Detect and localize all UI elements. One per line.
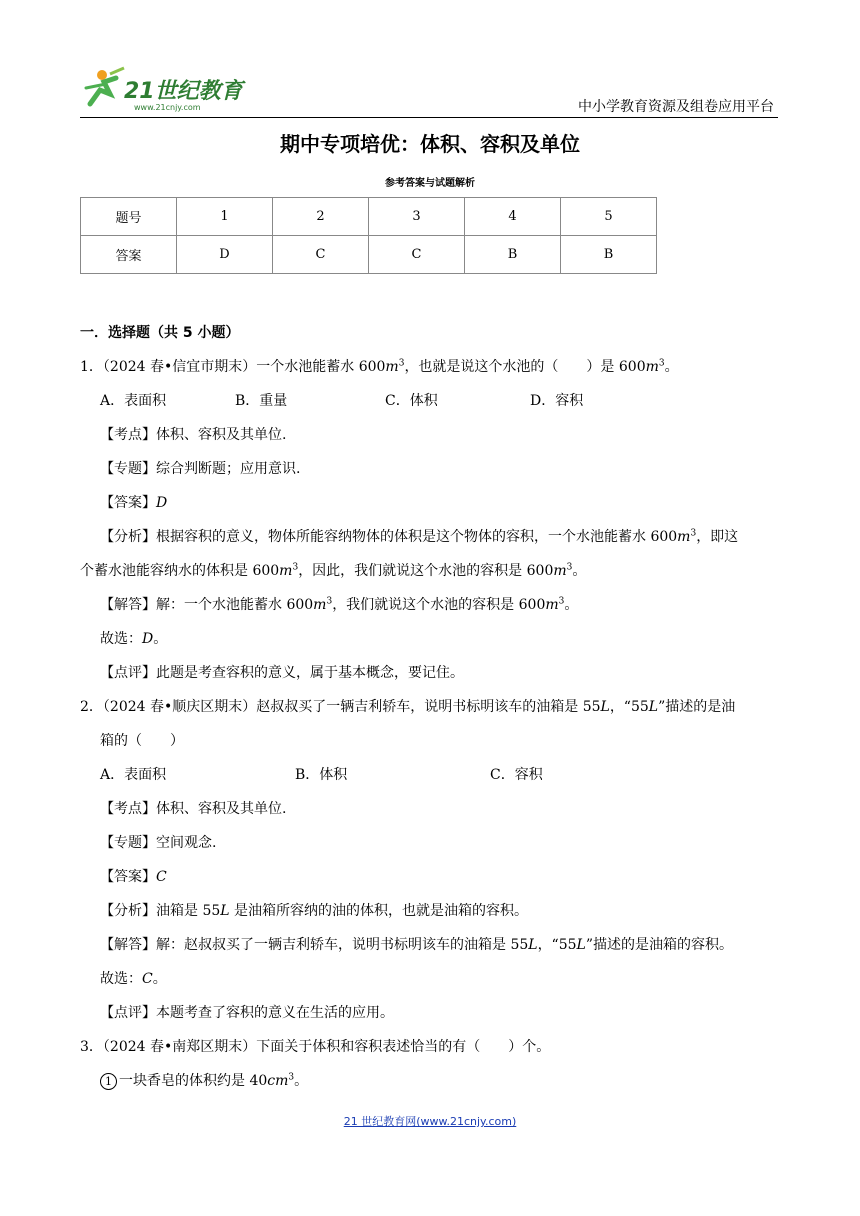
page-header: [80, 66, 778, 118]
table-cell: 5: [561, 198, 657, 236]
zhuanti: 【专题】综合判断题；应用意识.: [100, 461, 301, 477]
answer-line: 【答案】C: [100, 869, 167, 885]
comment: 【点评】此题是考查容积的意义，属于基本概念，要记住。: [100, 665, 464, 681]
solution: 【解答】解：一个水池能蓄水 $600m^3$，我们就说这个水池的容积是 $600m^3$。: [100, 596, 579, 613]
table-cell: 1: [177, 198, 273, 236]
table-row: [81, 236, 657, 274]
table-row: [81, 198, 657, 236]
answer-table: [80, 197, 657, 274]
option-c: C．容积: [490, 767, 543, 783]
question-2-options: [80, 758, 780, 792]
question-1-options: [80, 384, 780, 418]
table-cell: 2: [273, 198, 369, 236]
table-cell: B: [561, 236, 657, 274]
page-subtitle: 参考答案与试题解析: [385, 178, 475, 189]
option-b: B．重量: [235, 393, 288, 409]
table-cell: 答案: [81, 236, 177, 274]
option-d: D．容积: [530, 393, 584, 409]
option-a: A．表面积: [100, 393, 167, 409]
option-b: B．体积: [295, 767, 348, 783]
question-2-stem: 2．（2024 春•顺庆区期末）赵叔叔买了一辆吉利轿车，说明书标明该车的油箱是 55L，“55L”描述的是油: [80, 699, 736, 715]
analysis: 【分析】油箱是 55L 是油箱所容纳的油的体积，也就是油箱的容积。: [100, 903, 529, 919]
svg-text:21世纪教育: 21世纪教育: [124, 79, 243, 104]
comment: 【点评】本题考查了容积的意义在生活的应用。: [100, 1005, 394, 1021]
header-divider: [80, 117, 778, 118]
table-cell: C: [273, 236, 369, 274]
analysis: 【分析】根据容积的意义，物体所能容纳物体的体积是这个物体的容积，一个水池能蓄水 $600m^3$，即这: [100, 528, 739, 545]
platform-name: 中小学教育资源及组卷应用平台: [578, 99, 774, 115]
question-3-stem: 3．（2024 春•南郑区期末）下面关于体积和容积表述恰当的有（ ）个。: [80, 1039, 551, 1055]
option-c: C．体积: [385, 393, 438, 409]
circled-number: 1: [100, 1073, 117, 1090]
option-a: A．表面积: [100, 767, 167, 783]
section-heading: 一．选择题（共 5 小题）: [80, 325, 240, 341]
kaodian: 【考点】体积、容积及其单位.: [100, 427, 287, 443]
footer-link[interactable]: 21 世纪教育网(www.21cnjy.com): [343, 1115, 517, 1128]
analysis-cont: 个蓄水池能容纳水的体积是 $600m^3$，因此，我们就说这个水池的容积是 $600m^3$。: [80, 562, 587, 579]
choice: 故选：C。: [100, 971, 167, 987]
table-cell: 3: [369, 198, 465, 236]
question-1-stem: 1．（2024 春•信宜市期末）一个水池能蓄水 $600m^3$，也就是说这个水池的（ ）是 $600m^3$。: [80, 358, 679, 375]
solution: 【解答】解：赵叔叔买了一辆吉利轿车，说明书标明该车的油箱是 55L，“55L”描述的是油箱的容积。: [100, 937, 734, 953]
choice: 故选：D。: [100, 631, 168, 647]
question-2-stem-cont: 箱的（ ）: [100, 733, 184, 749]
table-cell: D: [177, 236, 273, 274]
zhuanti: 【专题】空间观念.: [100, 835, 217, 851]
logo-icon: [80, 66, 280, 112]
table-cell: B: [465, 236, 561, 274]
table-cell: 4: [465, 198, 561, 236]
question-3-item-1: 1 一块香皂的体积约是 $40cm^3$。: [80, 1064, 780, 1098]
table-cell: C: [369, 236, 465, 274]
table-cell: 题号: [81, 198, 177, 236]
document-body: [80, 316, 780, 1098]
answer-line: 【答案】D: [100, 495, 168, 511]
page-title: 期中专项培优：体积、容积及单位: [280, 132, 580, 156]
kaodian: 【考点】体积、容积及其单位.: [100, 801, 287, 817]
svg-text:www.21cnjy.com: www.21cnjy.com: [134, 103, 201, 112]
